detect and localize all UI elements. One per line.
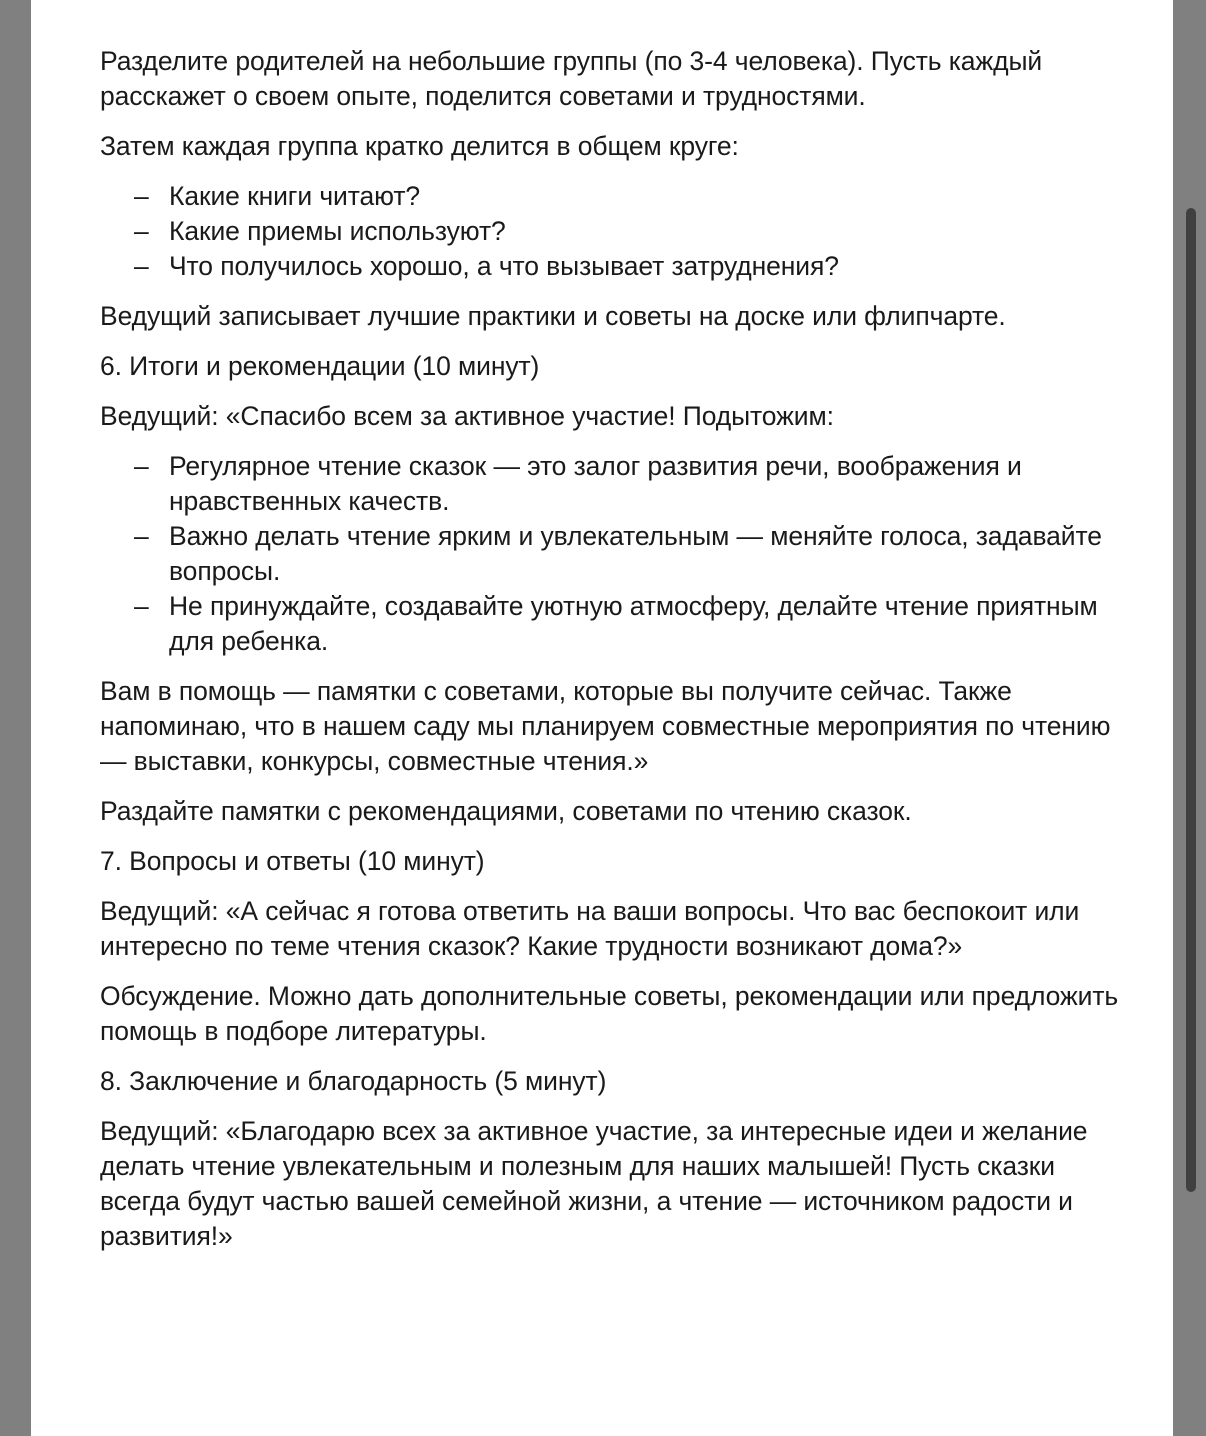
paragraph: 6. Итоги и рекомендации (10 минут) <box>100 351 540 381</box>
paragraph: 8. Заключение и благодарность (5 минут) <box>100 1066 607 1096</box>
dash-bullet-icon: – <box>134 591 149 621</box>
list-item-text: Не принуждайте, создавайте уютную атмосферу, делайте чтение приятным для ребенка. <box>169 591 1098 656</box>
paragraph: Ведущий записывает лучшие практики и советы на доске или флипчарте. <box>100 301 1006 331</box>
paragraph: Вам в помощь — памятки с советами, которые вы получите сейчас. Также напоминаю, что в нашем саду мы планируем совместные мероприятия по чтению — выставки, конкурсы, совместные чтения.» <box>100 676 1111 776</box>
dash-bullet-icon: – <box>134 181 149 211</box>
paragraph: 7. Вопросы и ответы (10 минут) <box>100 846 485 876</box>
paragraph: Обсуждение. Можно дать дополнительные советы, рекомендации или предложить помощь в подборе литературы. <box>100 981 1119 1046</box>
list-item <box>100 449 1140 519</box>
list-item-text: Важно делать чтение ярким и увлекательным — меняйте голоса, задавайте вопросы. <box>169 521 1102 586</box>
list-item-text: Регулярное чтение сказок — это залог развития речи, воображения и нравственных качеств. <box>169 451 1022 516</box>
document-page <box>31 0 1173 1436</box>
dash-bullet-icon: – <box>134 251 149 281</box>
document-content <box>100 44 1140 1269</box>
dash-bullet-icon: – <box>134 216 149 246</box>
dash-bullet-icon: – <box>134 521 149 551</box>
paragraph: Ведущий: «Спасибо всем за активное участие! Подытожим: <box>100 401 834 431</box>
list-item <box>100 589 1140 659</box>
bullet-list <box>100 179 1140 284</box>
list-item <box>100 179 1140 214</box>
paragraph: Раздайте памятки с рекомендациями, советами по чтению сказок. <box>100 796 912 826</box>
paragraph: Затем каждая группа кратко делится в общем круге: <box>100 131 739 161</box>
list-item <box>100 249 1140 284</box>
paragraph: Ведущий: «А сейчас я готова ответить на ваши вопросы. Что вас беспокоит или интересно по теме чтения сказок? Какие трудности возникают дома?» <box>100 896 1080 961</box>
scrollbar-thumb[interactable] <box>1186 208 1196 1192</box>
paragraph: Ведущий: «Благодарю всех за активное участие, за интересные идеи и желание делать чтение увлекательным и полезным для наших малышей! Пусть сказки всегда будут частью вашей семейной жизни, а чтение — источником радости и развития!» <box>100 1116 1088 1251</box>
list-item-text: Какие книги читают? <box>169 181 420 211</box>
dash-bullet-icon: – <box>134 451 149 481</box>
list-item <box>100 214 1140 249</box>
list-item-text: Какие приемы используют? <box>169 216 506 246</box>
list-item <box>100 519 1140 589</box>
paragraph: Разделите родителей на небольшие группы (по 3-4 человека). Пусть каждый расскажет о своем опыте, поделится советами и трудностями. <box>100 46 1043 111</box>
list-item-text: Что получилось хорошо, а что вызывает затруднения? <box>169 251 839 281</box>
bullet-list <box>100 449 1140 659</box>
